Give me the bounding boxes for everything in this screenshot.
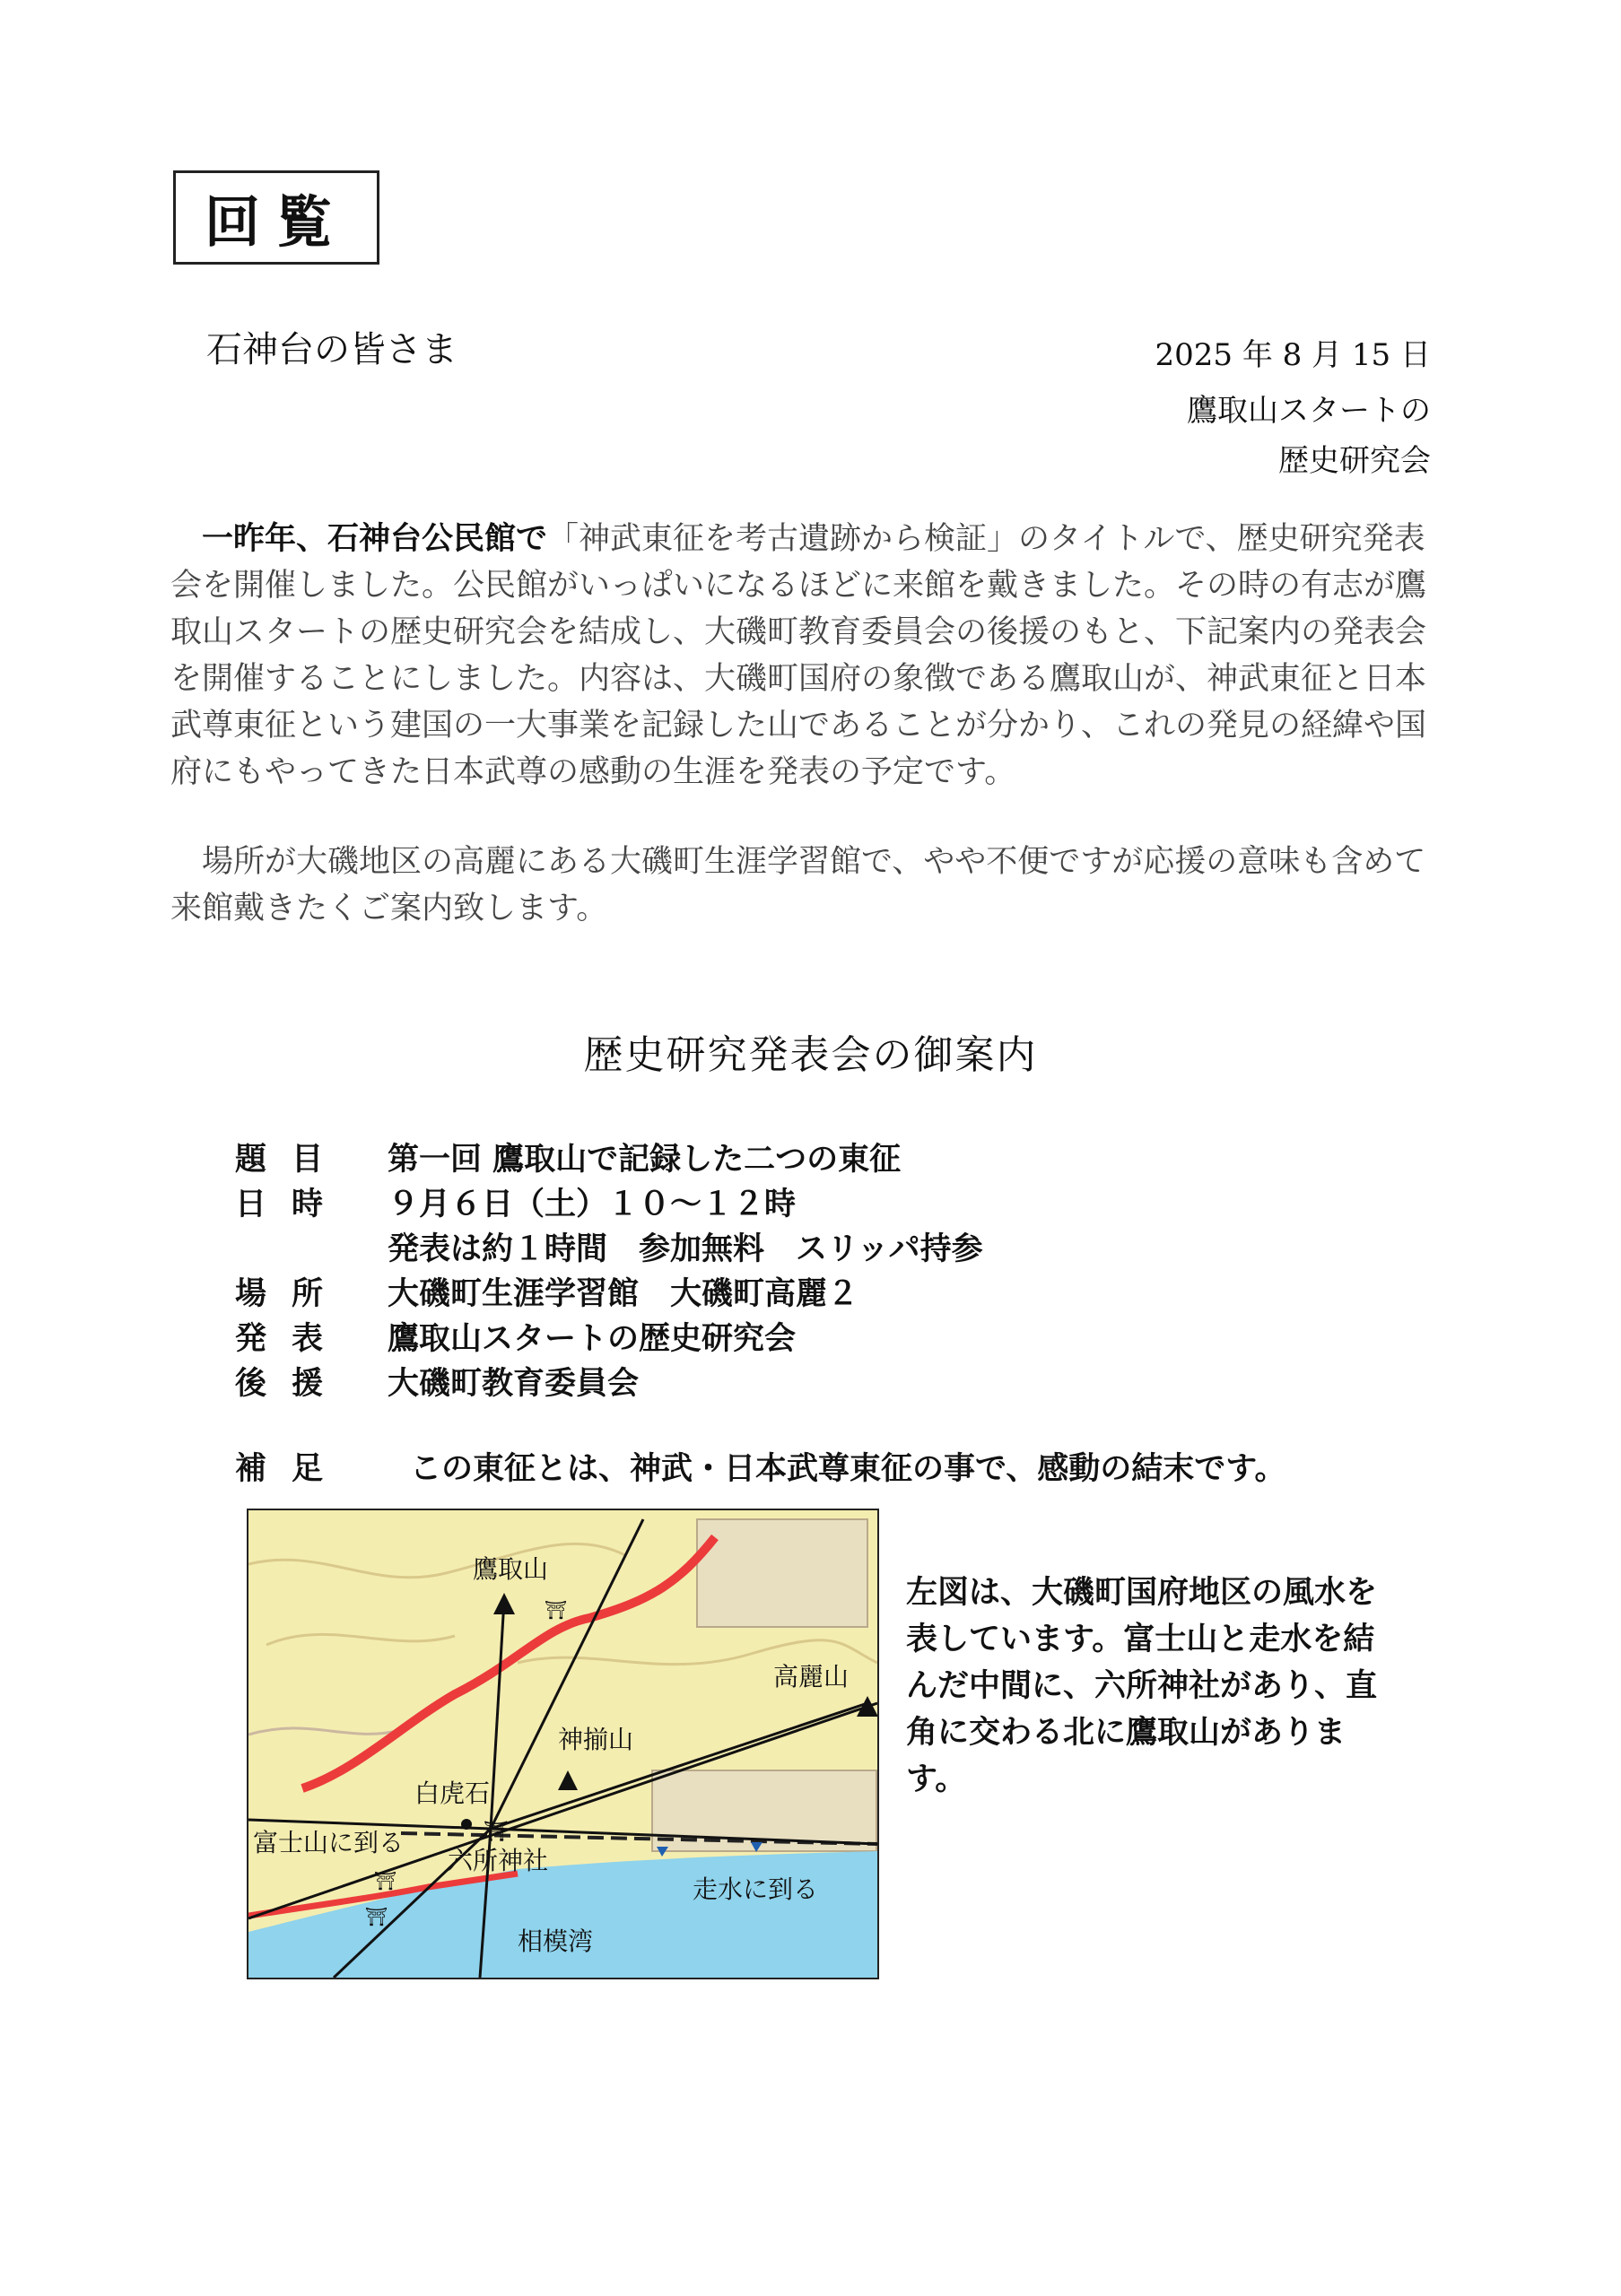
shrine-icon: ⛩: [484, 1821, 509, 1843]
detail-row: [235, 1359, 983, 1404]
salutation: 石神台の皆さま: [206, 329, 458, 370]
organization: [1187, 386, 1431, 486]
map-caption: 左図は、大磯町国府地区の風水を表しています。富士山と走水を結んだ中間に、六所神社があり、直角に交わる北に鷹取山があります。: [906, 1574, 1378, 1797]
byakko-stone-icon: [461, 1819, 472, 1830]
label-hashirimizu: 走水に到る: [693, 1874, 819, 1904]
label-rokusho: 六所神社: [448, 1846, 549, 1875]
detail-label: 日時: [235, 1186, 349, 1222]
detail-label: 発表: [235, 1320, 349, 1357]
detail-value: 大磯町教育委員会: [388, 1365, 640, 1402]
shrine-icon: ⛩: [374, 1870, 397, 1892]
shrine-icon: ⛩: [365, 1906, 388, 1927]
supplement-label: 補足: [235, 1450, 349, 1487]
supplement-text: この東征とは、神武・日本武尊東征の事で、感動の結末です。: [410, 1450, 1286, 1487]
detail-value: ９月６日（土）１０～１２時: [388, 1186, 797, 1222]
body-lead: 一昨年、石神台公民館で: [202, 520, 548, 557]
org-line-2: 歴史研究会: [1278, 443, 1431, 479]
body-paragraph-1: [170, 516, 1444, 796]
detail-row: [235, 1269, 983, 1314]
label-koma: 高麗山: [773, 1662, 850, 1692]
detail-label: 場所: [235, 1275, 349, 1312]
label-byakko: 白虎石: [414, 1779, 491, 1808]
detail-row: [235, 1224, 983, 1269]
label-fuji: 富士山に到る: [253, 1828, 405, 1857]
kairan-label: 回覧: [204, 189, 348, 255]
detail-row: [235, 1314, 983, 1359]
detail-value: 発表は約１時間 参加無料 スリッパ持参: [388, 1231, 983, 1267]
kairan-box: [173, 170, 379, 265]
details-list: [235, 1135, 983, 1404]
issue-date: 2025 年 8 月 15 日: [1155, 337, 1431, 373]
org-line-1: 鷹取山スタートの: [1187, 393, 1431, 429]
label-sagami: 相模湾: [518, 1926, 594, 1956]
detail-label: 後援: [235, 1365, 349, 1402]
label-kanzoe: 神揃山: [558, 1725, 634, 1754]
map-svg: [248, 1510, 877, 1978]
detail-label: 題目: [235, 1141, 349, 1178]
detail-row: [235, 1135, 983, 1179]
detail-value: 第一回 鷹取山で記録した二つの東征: [388, 1141, 902, 1178]
body-p1-rest: 「神武東征を考古遺跡から検証」のタイトルで、歴史研究発表会を開催しました。公民館がいっぱいになるほどに来館を戴きました。その時の有志が鷹取山スタートの歴史研究会を結成し、大磯町教育委員会の後援のもと、下記案内の発表会を開催することにしました。内容は、大磯町国府の象徴である鷹取山が、神武東征と日本武尊東征という建国の一大事業を記録した山であることが分かり、これの発見の経緯や国府にもやってきた日本武尊の感動の生涯を発表の予定です。: [170, 521, 1427, 790]
detail-value: 鷹取山スタートの歴史研究会: [388, 1320, 797, 1357]
body-paragraph-2: 場所が大磯地区の高麗にある大磯町生涯学習館で、やや不便ですが応援の意味も含めて来館戴きたくご案内致します。: [170, 844, 1426, 926]
fengshui-map: [247, 1509, 879, 1979]
label-takatori: 鷹取山: [473, 1554, 549, 1584]
shrine-icon: ⛩: [545, 1599, 568, 1621]
supplement: [235, 1444, 1286, 1489]
detail-row: [235, 1179, 983, 1224]
urban-area: [697, 1519, 867, 1627]
section-title: 歴史研究発表会の御案内: [583, 1032, 1038, 1078]
detail-value: 大磯町生涯学習館 大磯町高麗２: [388, 1275, 859, 1312]
